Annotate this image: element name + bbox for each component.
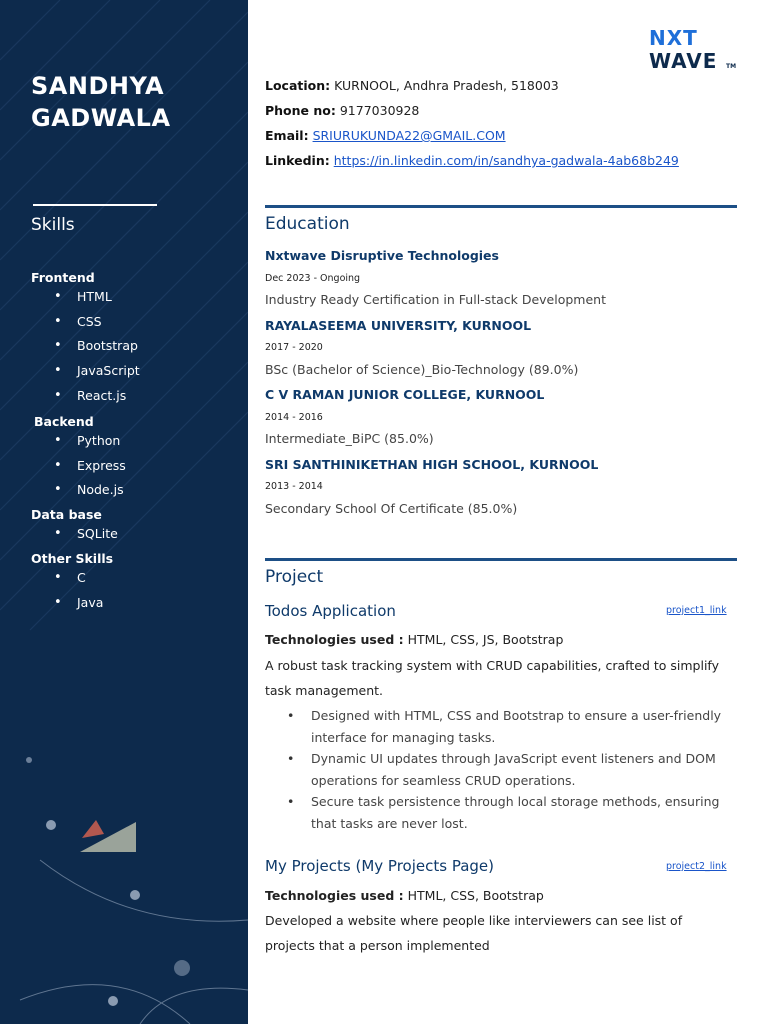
- skills-title: Skills: [31, 215, 75, 235]
- project-link[interactable]: project1_link: [666, 605, 727, 616]
- skill-item: • Express: [54, 458, 126, 483]
- education-institution: Nxtwave Disruptive Technologies: [265, 248, 499, 263]
- technologies-value: HTML, CSS, Bootstrap: [407, 888, 544, 903]
- linkedin-link[interactable]: https://in.linkedin.com/in/sandhya-gadwala-4ab68b249: [333, 153, 679, 168]
- skill-item: • React.js: [54, 388, 140, 413]
- education-description: Industry Ready Certification in Full-stack Development: [265, 292, 606, 307]
- education-institution: C V RAMAN JUNIOR COLLEGE, KURNOOL: [265, 387, 545, 402]
- skill-group-backend: Backend: [34, 414, 94, 429]
- project-divider: [265, 558, 737, 561]
- technologies-label: Technologies used :: [265, 888, 404, 903]
- location-label: Location:: [265, 78, 331, 93]
- candidate-name: [31, 70, 171, 134]
- first-name: SANDHYA: [31, 72, 165, 100]
- email-link[interactable]: SRIURUKUNDA22@GMAIL.COM: [312, 128, 506, 143]
- project-technologies: [265, 632, 563, 647]
- education-divider: [265, 205, 737, 208]
- skill-item: • Bootstrap: [54, 338, 140, 363]
- project-technologies: [265, 888, 544, 903]
- project-description: A robust task tracking system with CRUD capabilities, crafted to simplify task management.: [265, 658, 719, 698]
- skills-divider: [33, 204, 157, 206]
- phone-label: Phone no:: [265, 103, 336, 118]
- sidebar: [0, 0, 248, 1024]
- skill-item: • JavaScript: [54, 363, 140, 388]
- education-description: Intermediate_BiPC (85.0%): [265, 431, 434, 446]
- education-institution: SRI SANTHINIKETHAN HIGH SCHOOL, KURNOOL: [265, 457, 599, 472]
- education-dates: 2017 - 2020: [265, 342, 323, 353]
- logo-line1: NXT: [649, 26, 698, 50]
- skill-item: • Java: [54, 595, 103, 620]
- location-value: KURNOOL, Andhra Pradesh, 518003: [334, 78, 559, 93]
- skill-item: • Node.js: [54, 482, 126, 507]
- contact-email: [265, 128, 506, 143]
- skill-group-frontend: Frontend: [31, 270, 95, 285]
- education-institution: RAYALASEEMA UNIVERSITY, KURNOOL: [265, 318, 532, 333]
- skill-list-other: [54, 570, 103, 619]
- education-description: BSc (Bachelor of Science)_Bio-Technology (89.0%): [265, 362, 579, 377]
- logo-line2: WAVE: [649, 49, 718, 72]
- project-bullets: [287, 705, 727, 834]
- email-label: Email:: [265, 128, 309, 143]
- skill-item: • HTML: [54, 289, 140, 314]
- skill-item: • Python: [54, 433, 126, 458]
- linkedin-label: Linkedin:: [265, 153, 330, 168]
- last-name: GADWALA: [31, 104, 171, 132]
- skill-item: • C: [54, 570, 103, 595]
- skill-list-backend: [54, 433, 126, 507]
- skill-list-frontend: [54, 289, 140, 412]
- skill-group-database: Data base: [31, 507, 102, 522]
- skill-item: • SQLite: [54, 526, 118, 551]
- project-name: My Projects (My Projects Page): [265, 857, 494, 875]
- education-title: Education: [265, 214, 350, 234]
- education-dates: Dec 2023 - Ongoing: [265, 273, 361, 284]
- skill-group-other: Other Skills: [31, 551, 114, 566]
- contact-location: [265, 78, 559, 93]
- contact-linkedin: [265, 153, 679, 168]
- logo-tm: TM: [726, 63, 737, 70]
- technologies-value: HTML, CSS, JS, Bootstrap: [407, 632, 564, 647]
- phone-value: 9177030928: [339, 103, 420, 118]
- project-bullet: • Designed with HTML, CSS and Bootstrap to ensure a user-friendly interface for managing tasks.: [287, 705, 727, 748]
- contact-phone: [265, 103, 419, 118]
- education-dates: 2014 - 2016: [265, 412, 323, 423]
- technologies-label: Technologies used :: [265, 632, 404, 647]
- skill-item: • CSS: [54, 314, 140, 339]
- project-description: Developed a website where people like interviewers can see list of projects that a person implemented: [265, 913, 683, 953]
- project-name: Todos Application: [265, 602, 396, 620]
- education-description: Secondary School Of Certificate (85.0%): [265, 501, 518, 516]
- project-link[interactable]: project2_link: [666, 861, 727, 872]
- skill-list-database: [54, 526, 118, 551]
- project-bullet: • Secure task persistence through local storage methods, ensuring that tasks are never lost.: [287, 791, 727, 834]
- nxtwave-logo: [648, 26, 740, 72]
- project-bullet: • Dynamic UI updates through JavaScript event listeners and DOM operations for seamless CRUD operations.: [287, 748, 727, 791]
- education-dates: 2013 - 2014: [265, 481, 323, 492]
- project-title: Project: [265, 567, 324, 587]
